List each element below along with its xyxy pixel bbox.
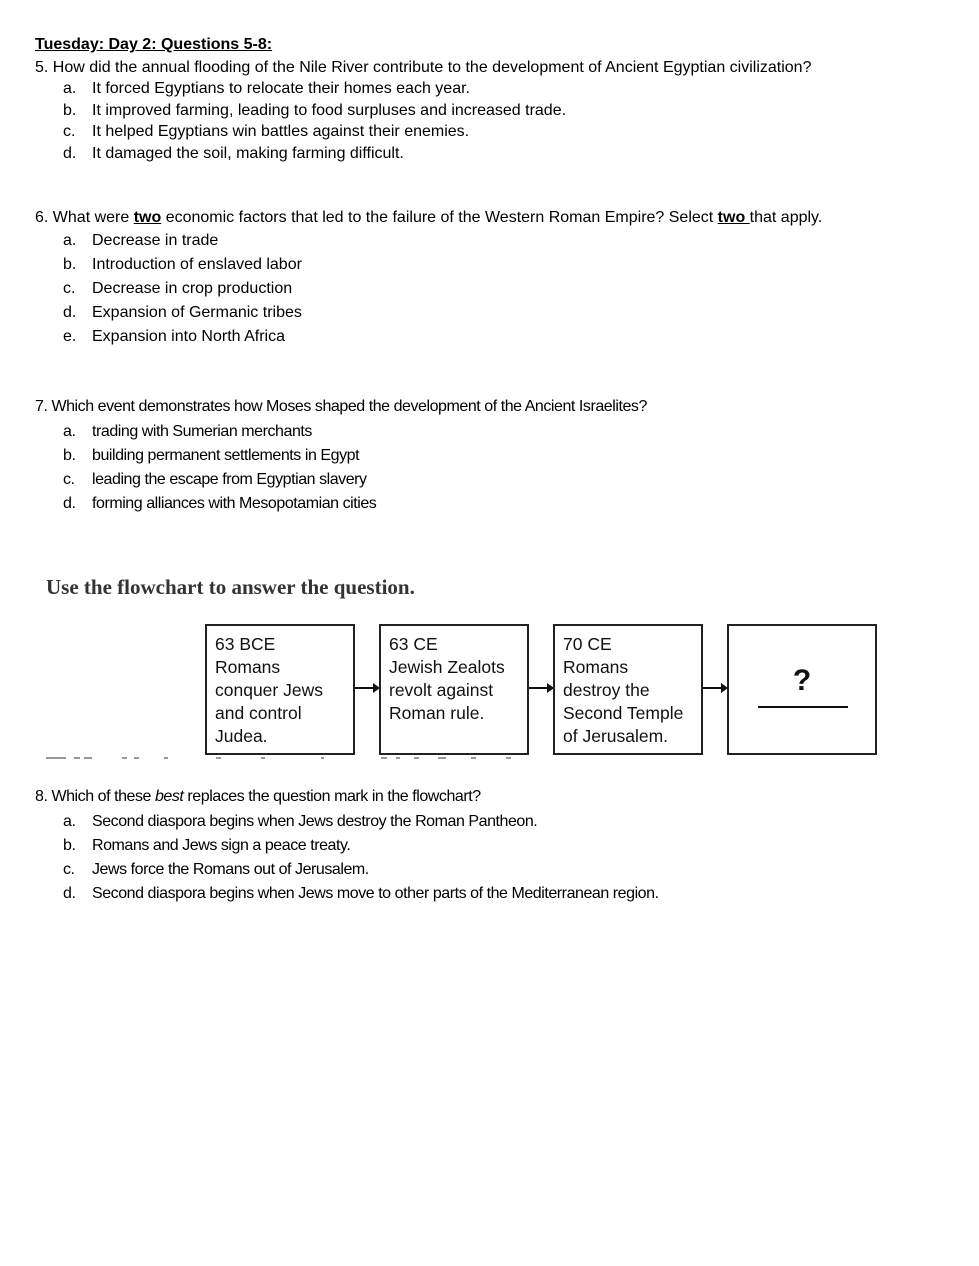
- answer-blank-line: [758, 706, 848, 708]
- prompt-text: 8. Which of these: [35, 788, 155, 805]
- box-line: destroy the: [563, 680, 650, 700]
- option-letter: d.: [63, 495, 76, 512]
- option-text: It forced Egyptians to relocate their homes each year.: [92, 80, 470, 97]
- prompt-text: economic factors that led to the failure of the Western Roman Empire? Select: [161, 209, 718, 226]
- option-text: Decrease in trade: [92, 232, 219, 249]
- box-line: Judea.: [215, 726, 268, 746]
- option-text: Expansion into North Africa: [92, 328, 285, 345]
- option-5d: [63, 143, 566, 165]
- option-text: Jews force the Romans out of Jerusalem.: [92, 861, 369, 878]
- option-letter: b.: [63, 101, 77, 119]
- question-5-options: [63, 78, 566, 164]
- box-line: and control: [215, 703, 302, 723]
- flowchart-box-1: [205, 624, 355, 755]
- box-line: of Jerusalem.: [563, 726, 669, 746]
- box-line: conquer Jews: [215, 680, 323, 700]
- option-letter: a.: [63, 423, 76, 440]
- emphasis-two: two: [133, 209, 162, 226]
- option-text: Second diaspora begins when Jews move to other parts of the Mediterranean region.: [92, 885, 659, 902]
- option-8d: [63, 882, 659, 906]
- box-line: 70 CE: [563, 634, 612, 654]
- question-7-prompt: 7. Which event demonstrates how Moses shaped the development of the Ancient Israelites?: [35, 398, 647, 415]
- option-8b: [63, 834, 659, 858]
- page-heading: Tuesday: Day 2: Questions 5-8:: [35, 36, 273, 53]
- flowchart-arrow-3: [703, 687, 727, 689]
- option-7d: [63, 492, 376, 516]
- option-7a: [63, 420, 376, 444]
- option-text: It improved farming, leading to food surpluses and increased trade.: [92, 101, 567, 119]
- option-letter: a.: [63, 232, 77, 249]
- option-letter: d.: [63, 144, 77, 162]
- option-letter: d.: [63, 304, 77, 321]
- flowchart-box-2-text: [389, 633, 505, 725]
- clipped-text-remnant: [46, 757, 696, 760]
- box-line: Romans: [563, 657, 629, 677]
- option-text: Romans and Jews sign a peace treaty.: [92, 837, 351, 854]
- box-line: 63 CE: [389, 634, 438, 654]
- option-8a: [63, 810, 659, 834]
- flowchart-arrow-2: [529, 687, 553, 689]
- option-6a: [63, 229, 302, 253]
- option-letter: b.: [63, 256, 77, 273]
- option-letter: a.: [63, 813, 76, 830]
- question-7-options: [63, 420, 376, 516]
- question-8-prompt: [35, 787, 481, 807]
- prompt-text: that apply.: [749, 209, 823, 226]
- option-letter: c.: [63, 471, 75, 488]
- option-6c: [63, 277, 302, 301]
- option-7c: [63, 468, 376, 492]
- option-letter: e.: [63, 328, 77, 345]
- option-text: It damaged the soil, making farming difficult.: [92, 144, 404, 162]
- option-text: trading with Sumerian merchants: [92, 423, 312, 440]
- emphasis-two: two: [717, 209, 750, 226]
- question-6-options: [63, 229, 302, 349]
- option-text: It helped Egyptians win battles against their enemies.: [92, 123, 470, 140]
- option-text: building permanent settlements in Egypt: [92, 447, 360, 464]
- option-text: forming alliances with Mesopotamian cities: [92, 495, 377, 512]
- box-line: revolt against: [389, 680, 494, 700]
- option-6e: [63, 325, 302, 349]
- option-letter: b.: [63, 837, 76, 854]
- option-5b: [63, 100, 566, 122]
- option-text: leading the escape from Egyptian slavery: [92, 471, 367, 488]
- option-7b: [63, 444, 376, 468]
- flowchart-box-3-text: [563, 633, 683, 748]
- box-line: Roman rule.: [389, 703, 485, 723]
- box-line: Jewish Zealots: [389, 657, 505, 677]
- box-line: Romans: [215, 657, 281, 677]
- question-8-options: [63, 810, 659, 906]
- question-5-prompt: 5. How did the annual flooding of the Nile River contribute to the development of Ancient Egyptian civilization?: [35, 59, 812, 76]
- box-line: Second Temple: [563, 703, 684, 723]
- option-6d: [63, 301, 302, 325]
- flowchart-instruction: Use the flowchart to answer the question.: [46, 575, 415, 599]
- flowchart-box-4-unknown: [727, 624, 877, 755]
- flowchart-box-1-text: [215, 633, 323, 748]
- option-letter: b.: [63, 447, 76, 464]
- option-letter: c.: [63, 861, 75, 878]
- option-letter: c.: [63, 123, 76, 140]
- flowchart-arrow-1: [355, 687, 379, 689]
- option-letter: a.: [63, 80, 77, 97]
- flowchart-box-3: [553, 624, 703, 755]
- option-letter: c.: [63, 280, 76, 297]
- option-text: Expansion of Germanic tribes: [92, 304, 302, 321]
- option-text: Introduction of enslaved labor: [92, 256, 302, 273]
- question-6-prompt: [35, 208, 822, 228]
- box-line: 63 BCE: [215, 634, 276, 654]
- option-5c: [63, 121, 566, 143]
- option-letter: d.: [63, 885, 76, 902]
- flowchart-box-2: [379, 624, 529, 755]
- option-5a: [63, 78, 566, 100]
- prompt-text: 6. What were: [35, 209, 134, 226]
- question-mark-placeholder: ?: [792, 664, 812, 697]
- emphasis-best: best: [154, 788, 184, 805]
- option-text: Decrease in crop production: [92, 280, 293, 297]
- option-8c: [63, 858, 659, 882]
- option-text: Second diaspora begins when Jews destroy the Roman Pantheon.: [92, 813, 538, 830]
- option-6b: [63, 253, 302, 277]
- prompt-text: replaces the question mark in the flowchart?: [183, 788, 481, 805]
